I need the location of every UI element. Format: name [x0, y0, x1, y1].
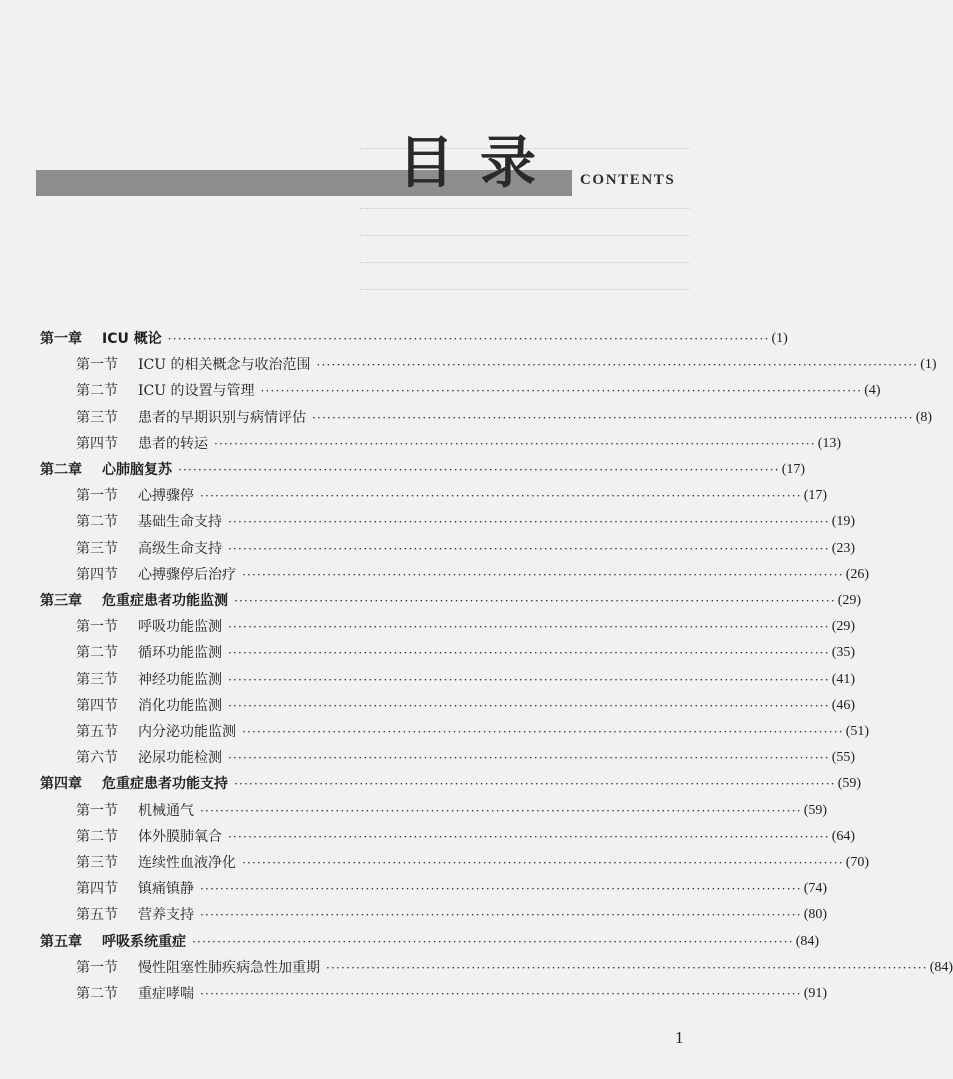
toc-entry-title: 体外膜肺氧合: [138, 828, 222, 845]
toc-section-entry[interactable]: [76, 479, 828, 505]
toc-entry-title: 慢性阻塞性肺疾病急性加重期: [138, 959, 320, 976]
toc-entry-number: 第一节: [76, 357, 118, 374]
toc-section-entry[interactable]: [76, 532, 856, 558]
dot-leader: ························································································································: [242, 567, 844, 582]
toc-entry-number: 第二章: [40, 462, 82, 478]
toc-entry-number: 第四节: [76, 435, 118, 452]
dot-leader: ························································································································: [167, 332, 770, 346]
dot-leader: ························································································································: [316, 358, 919, 373]
toc-chapter-entry[interactable]: [40, 322, 788, 348]
page-subtitle: CONTENTS: [580, 172, 676, 188]
toc-chapter-entry[interactable]: [40, 767, 862, 793]
toc-entry-page: (64): [831, 828, 856, 844]
toc-entry-page: (23): [831, 540, 856, 556]
toc-entry-page: (4): [864, 383, 881, 399]
toc-chapter-entry[interactable]: [40, 453, 806, 479]
toc-entry-number: 第二节: [76, 986, 118, 1002]
dot-leader: ························································································································: [200, 987, 802, 1001]
toc-section-entry[interactable]: [76, 846, 870, 872]
toc-entry-page: (59): [837, 776, 862, 792]
toc-entry-title: ICU 的相关概念与收治范围: [138, 357, 311, 374]
toc-section-entry[interactable]: [76, 951, 953, 977]
bleed-through-line: [360, 289, 690, 291]
toc-section-entry[interactable]: [76, 898, 828, 924]
dot-leader: ························································································································: [228, 829, 830, 844]
toc-entry-number: 第三节: [76, 409, 118, 426]
dot-leader: ························································································································: [260, 384, 863, 399]
toc-entry-number: 第三章: [40, 593, 82, 609]
dot-leader: ························································································································: [228, 751, 830, 766]
toc-entry-title: ICU 的设置与管理: [138, 383, 255, 400]
dot-leader: ························································································································: [228, 672, 830, 687]
toc-entry-page: (80): [803, 907, 828, 923]
toc-entry-number: 第三节: [76, 855, 118, 871]
toc-entry-page: (17): [803, 488, 828, 504]
toc-section-entry[interactable]: [76, 715, 870, 741]
toc-entry-page: (29): [837, 593, 862, 608]
toc-entry-number: 第一节: [76, 959, 118, 976]
toc-entry-page: (17): [781, 462, 806, 477]
toc-entry-number: 第三节: [76, 671, 118, 688]
dot-leader: ························································································································: [192, 934, 794, 949]
dot-leader: ························································································································: [234, 777, 836, 792]
toc-entry-page: (19): [831, 514, 856, 530]
toc-entry-page: (74): [803, 881, 828, 897]
toc-entry-title: 镇痛镇静: [138, 881, 194, 898]
toc-section-entry[interactable]: [76, 348, 937, 374]
toc-section-entry[interactable]: [76, 820, 856, 846]
toc-section-entry[interactable]: [76, 401, 933, 427]
toc-section-entry[interactable]: [76, 636, 856, 662]
toc-entry-title: 循环功能监测: [138, 645, 222, 662]
dot-leader: ························································································································: [242, 725, 844, 739]
toc-entry-title: 机械通气: [138, 802, 194, 819]
toc-entry-number: 第六节: [76, 750, 118, 767]
dot-leader: ························································································································: [228, 620, 830, 635]
toc-entry-title: 连续性血液净化: [138, 855, 236, 871]
toc-entry-number: 第四章: [40, 776, 82, 793]
dot-leader: ························································································································: [200, 489, 802, 504]
toc-section-entry[interactable]: [76, 374, 881, 400]
toc-entry-title: 患者的转运: [138, 435, 208, 452]
toc-entry-title: 呼吸系统重症: [102, 933, 186, 950]
toc-entry-number: 第一节: [76, 488, 118, 505]
toc-entry-page: (13): [817, 435, 842, 451]
dot-leader: ························································································································: [228, 515, 830, 530]
toc-entry-page: (51): [845, 724, 870, 739]
toc-entry-page: (8): [915, 409, 933, 425]
toc-entry-number: 第二节: [76, 645, 118, 662]
toc-entry-page: (1): [920, 357, 937, 373]
toc-entry-page: (35): [831, 645, 856, 661]
toc-section-entry[interactable]: [76, 977, 828, 1003]
toc-entry-page: (84): [795, 933, 820, 949]
toc-entry-title: 危重症患者功能支持: [102, 776, 228, 793]
toc-entry-title: ICU 概论: [102, 331, 162, 347]
toc-section-entry[interactable]: [76, 663, 856, 689]
dot-leader: ························································································································: [326, 960, 928, 975]
toc-entry-number: 第一节: [76, 802, 118, 819]
toc-section-entry[interactable]: [76, 741, 856, 767]
toc-entry-title: 心搏骤停: [138, 488, 194, 505]
dot-leader: ························································································································: [214, 436, 816, 451]
toc-entry-number: 第三节: [76, 540, 118, 557]
toc-entry-title: 营养支持: [138, 907, 194, 924]
toc-entry-page: (29): [831, 619, 856, 635]
toc-entry-number: 第一节: [76, 619, 118, 636]
page-title: 目录: [398, 131, 562, 196]
toc-entry-page: (1): [771, 331, 788, 346]
toc-entry-title: 内分泌功能监测: [138, 724, 236, 740]
dot-leader: ························································································································: [228, 646, 830, 661]
toc-entry-page: (55): [831, 750, 856, 766]
dot-leader: ························································································································: [200, 882, 802, 897]
toc-entry-title: 重症哮喘: [138, 986, 194, 1002]
toc-entry-page: (26): [845, 566, 870, 582]
toc-entry-page: (70): [845, 855, 870, 870]
toc-entry-number: 第一章: [40, 331, 82, 347]
toc-entry-title: 患者的早期识别与病情评估: [138, 409, 306, 426]
toc-chapter-entry[interactable]: [40, 584, 862, 610]
toc-entry-title: 心搏骤停后治疗: [138, 566, 236, 583]
toc-entry-number: 第五章: [40, 933, 82, 950]
toc-entry-page: (59): [803, 802, 828, 818]
toc-entry-page: (84): [929, 959, 953, 975]
toc-entry-title: 呼吸功能监测: [138, 619, 222, 636]
toc-entry-number: 第五节: [76, 907, 118, 924]
dot-leader: ························································································································: [312, 410, 914, 425]
toc-entry-title: 基础生命支持: [138, 514, 222, 531]
toc-entry-number: 第二节: [76, 828, 118, 845]
bleed-through-line: [360, 235, 690, 237]
toc-entry-title: 神经功能监测: [138, 671, 222, 688]
toc-section-entry[interactable]: [76, 505, 856, 531]
dot-leader: ························································································································: [228, 698, 830, 713]
toc-section-entry[interactable]: [76, 610, 856, 636]
bleed-through-line: [360, 262, 690, 264]
toc-entry-number: 第四节: [76, 697, 118, 714]
toc-entry-number: 第四节: [76, 566, 118, 583]
toc-entry-title: 危重症患者功能监测: [102, 593, 228, 609]
toc-entry-page: (46): [831, 697, 856, 713]
dot-leader: ························································································································: [200, 908, 802, 923]
toc-entry-number: 第四节: [76, 881, 118, 898]
toc-entry-title: 心肺脑复苏: [102, 462, 172, 478]
dot-leader: ························································································································: [228, 541, 830, 556]
toc-section-entry[interactable]: [76, 794, 828, 820]
dot-leader: ························································································································: [242, 856, 844, 870]
toc-chapter-entry[interactable]: [40, 925, 820, 951]
bleed-through-line: [360, 208, 690, 210]
toc-section-entry[interactable]: [76, 427, 842, 453]
page-number: 1: [675, 1028, 684, 1047]
toc-entry-title: 消化功能监测: [138, 697, 222, 714]
dot-leader: ························································································································: [234, 594, 836, 608]
dot-leader: ························································································································: [178, 463, 780, 477]
toc-section-entry[interactable]: [76, 558, 870, 584]
toc-section-entry[interactable]: [76, 872, 828, 898]
toc-entry-number: 第二节: [76, 383, 118, 400]
dot-leader: ························································································································: [200, 803, 802, 818]
toc-entry-title: 泌尿功能检测: [138, 750, 222, 767]
toc-entry-title: 高级生命支持: [138, 540, 222, 557]
toc-entry-page: (41): [831, 671, 856, 687]
toc-entry-number: 第五节: [76, 724, 118, 740]
toc-section-entry[interactable]: [76, 689, 856, 715]
toc-entry-number: 第二节: [76, 514, 118, 531]
toc-entry-page: (91): [803, 986, 828, 1001]
